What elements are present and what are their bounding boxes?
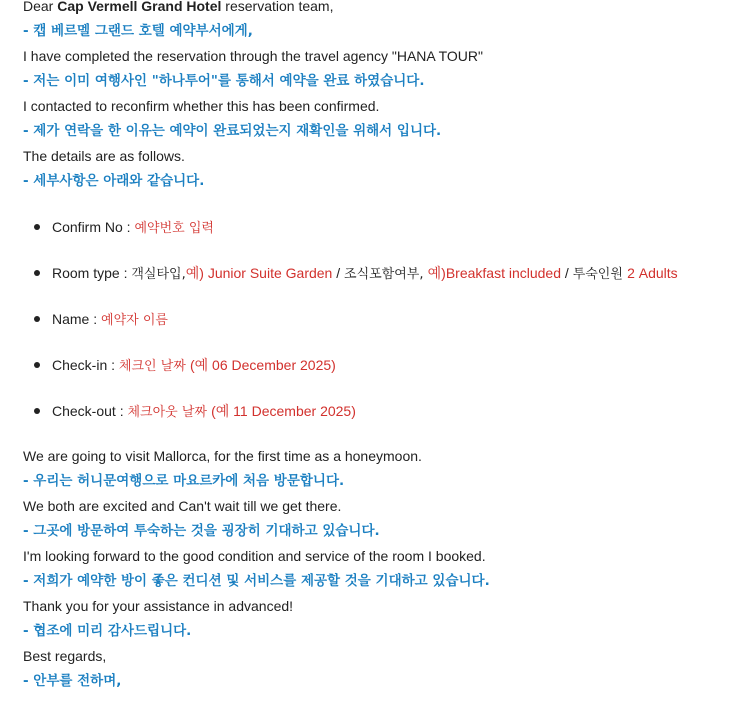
confirm-no-value: 예약번호 입력 [134,221,214,236]
breakfast-label: 조식포함여부, [344,267,428,282]
room-expectation-ko: - 저희가 예약한 방이 좋은 컨디션 및 서비스를 제공할 것을 기대하고 있습니다. [23,573,490,589]
check-out-value-ko: 체크아웃 날짜 [127,405,212,420]
check-in-value: (예 06 December 2025) [189,357,336,373]
breakfast-value: 예)Breakfast included [427,265,562,281]
name-label: Name : [52,311,102,327]
name-value: 예약자 이름 [101,313,168,328]
greeting-dear: Dear [23,0,58,14]
reconfirm-reason-en: I contacted to reconfirm whether this has been confirmed. [23,98,380,114]
room-expectation-en: I'm looking forward to the good condition and service of the room I booked. [23,548,486,564]
detail-confirm-no [23,204,738,250]
bullet-icon [34,270,40,276]
detail-room-type [23,250,738,296]
details-intro-ko: - 세부사항은 아래와 같습니다. [23,173,205,189]
confirm-no-label: Confirm No : [52,219,135,235]
sign-off-ko: - 안부를 전하며, [23,673,122,689]
excited-en: We both are excited and Can't wait till we get there. [23,498,342,514]
details-intro-en: The details are as follows. [23,148,185,164]
email-body [23,0,738,694]
detail-check-in [23,342,738,388]
honeymoon-en: We are going to visit Mallorca, for the first time as a honeymoon. [23,448,422,464]
bullet-icon [34,316,40,322]
greeting-line [23,0,738,19]
reservation-completed-ko: - 저는 이미 여행사인 "하나투어"를 통해서 예약을 완료 하였습니다. [23,73,425,89]
honeymoon-ko: - 우리는 허니문여행으로 마요르카에 처음 방문합니다. [23,473,345,489]
bullet-icon [34,224,40,230]
check-in-label: Check-in : [52,357,119,373]
excited-ko: - 그곳에 방문하여 투숙하는 것을 굉장히 기대하고 있습니다. [23,523,380,539]
room-type-value: 예) Junior Suite Garden [185,265,333,281]
detail-check-out [23,388,738,434]
bullet-icon [34,362,40,368]
check-out-label: Check-out : [52,403,128,419]
greeting-team: reservation team, [221,0,334,14]
bullet-icon [34,408,40,414]
guests-label: 투숙인원 [572,267,628,282]
sign-off-en: Best regards, [23,648,107,664]
reconfirm-reason-ko: - 제가 연락을 한 이유는 예약이 완료되었는지 재확인을 위해서 입니다. [23,123,442,139]
hotel-name: Cap Vermell Grand Hotel [57,0,222,14]
thanks-ko: - 협조에 미리 감사드립니다. [23,623,192,639]
check-in-value-ko: 체크인 날짜 [118,359,190,374]
guests-separator: / [561,265,573,281]
room-type-separator: / [332,265,345,281]
room-type-label-ko: 객실타입, [131,267,186,282]
check-out-value: (예 11 December 2025) [211,403,356,419]
thanks-en: Thank you for your assistance in advanced! [23,598,294,614]
reservation-completed-en: I have completed the reservation through the travel agency "HANA TOUR" [23,48,483,64]
guests-value: 2 Adults [627,265,678,281]
greeting-ko: - 캡 베르멜 그랜드 호텔 예약부서에게, [23,23,253,39]
reservation-details-list [23,204,738,434]
room-type-label: Room type : [52,265,132,281]
detail-name [23,296,738,342]
